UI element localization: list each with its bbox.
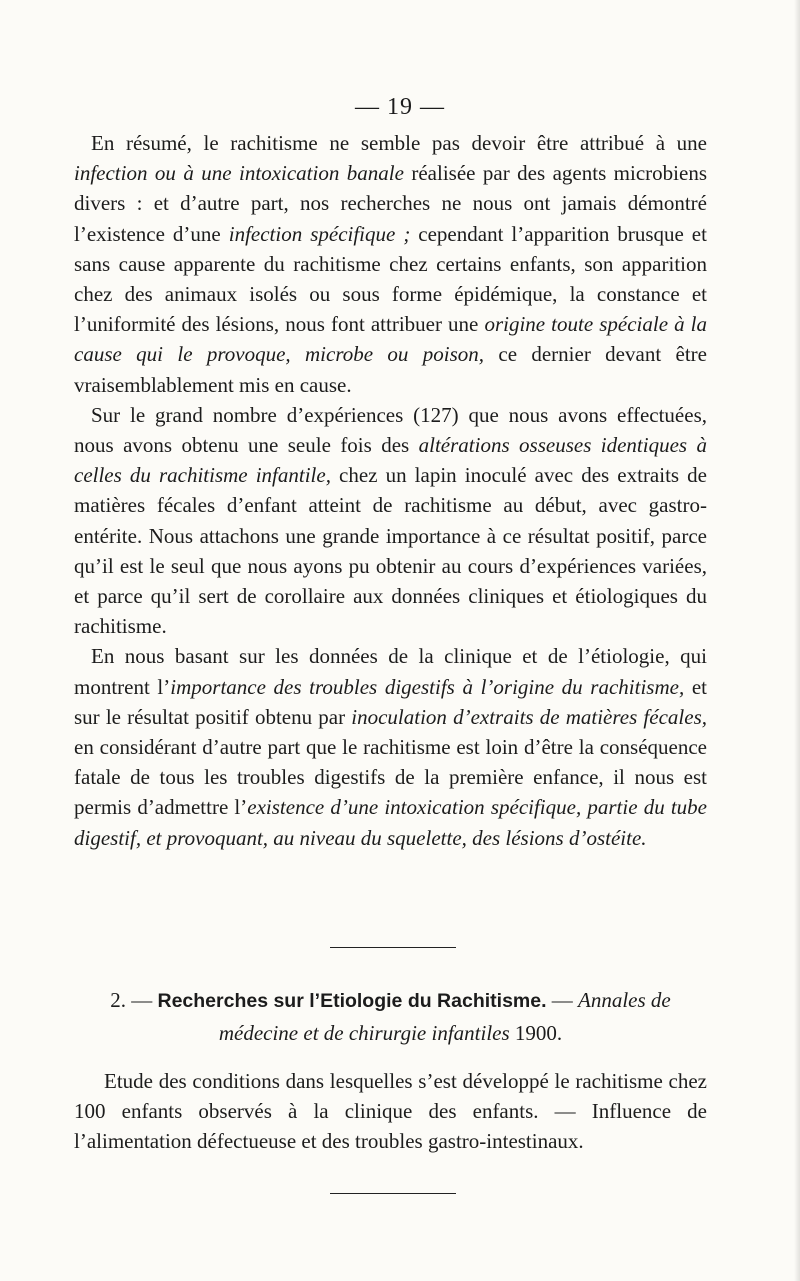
end-divider [330,1193,456,1194]
italic-phrase: infection ou à une intoxication banale [74,161,404,186]
page-edge-shadow [794,0,800,1281]
summary-text [74,1066,707,1157]
italic-phrase: origine toute spéciale à la cause qui le provoque, microbe ou poison, [74,312,707,367]
italic-phrase: infection spécifique ; [228,221,411,246]
section-number: 2. [110,988,126,1012]
section-divider [330,947,456,948]
section-heading: 2. — Recherches sur l’Etiologie du Rachitisme. — Annales de médecine et de chirurgie infantiles 1900. [110,988,671,1045]
paragraph-1: En résumé, le rachitisme ne semble pas devoir être attribué à une infection ou à une intoxication banale réalisée par des agents microbiens divers : et d’autre part, nos recherches ne nous ont jamais démontré l’existence d’une infection spécifique ; cependant l’apparition brusque et sans cause apparente du rachitisme chez certains enfants, son apparition chez des animaux isolés ou sous forme épidémique, la constance et l’uniformité des lésions, nous font attribuer une origine toute spéciale à la cause qui le provoque, microbe ou poison, ce dernier devant être vraisemblablement mis en cause. [74,131,707,397]
publication-year: 1900. [509,1021,563,1045]
italic-phrase: importance des troubles digestifs à l’origine du rachitisme, [170,674,685,699]
italic-phrase: inoculation d’extraits de matières fécales, [351,704,707,729]
journal-name: Annales de médecine et de chirurgie infantiles [218,988,671,1045]
main-text [74,128,707,853]
section-title: Recherches sur l’Etiologie du Rachitisme. [157,990,547,1012]
paragraph-3: En nous basant sur les données de la clinique et de l’étiologie, qui montrent l’importance des troubles digestifs à l’origine du rachitisme, et sur le résultat positif obtenu par inoculation d’extraits de matières fécales, en considérant d’autre part que le rachitisme est loin d’être la conséquence fatale de tous les troubles digestifs de la première enfance, il nous est permis d’admettre l’existence d’une intoxication spécifique, partie du tube digestif, et provoquant, au niveau du squelette, des lésions d’ostéite. [74,644,708,850]
paragraph-2: Sur le grand nombre d’expériences (127) que nous avons effectuées, nous avons obtenu une seule fois des altérations osseuses identiques à celles du rachitisme infantile, chez un lapin inoculé avec des extraits de matières fécales d’enfant atteint de rachitisme au début, avec gastro-entérite. Nous attachons une grande importance à ce résultat positif, parce qu’il est le seul que nous ayons pu obtenir au cours d’expériences variées, et parce qu’il sert de corollaire aux données cliniques et étiologiques du rachitisme. [74,402,708,639]
italic-phrase: altérations osseuses identiques à celles du rachitisme infantile, [74,433,707,488]
italic-phrase: existence d’une intoxication spécifique, partie du tube digestif, et provoquant, au niveau du squelette, des lésions d’ostéite. [74,795,708,850]
summary-paragraph: Etude des conditions dans lesquelles s’est développé le rachitisme chez 100 enfants observés à la clinique des enfants. — Influence de l’alimentation défectueuse et des troubles gastro-intestinaux. [74,1069,707,1154]
page-number: — 19 — [355,94,445,120]
